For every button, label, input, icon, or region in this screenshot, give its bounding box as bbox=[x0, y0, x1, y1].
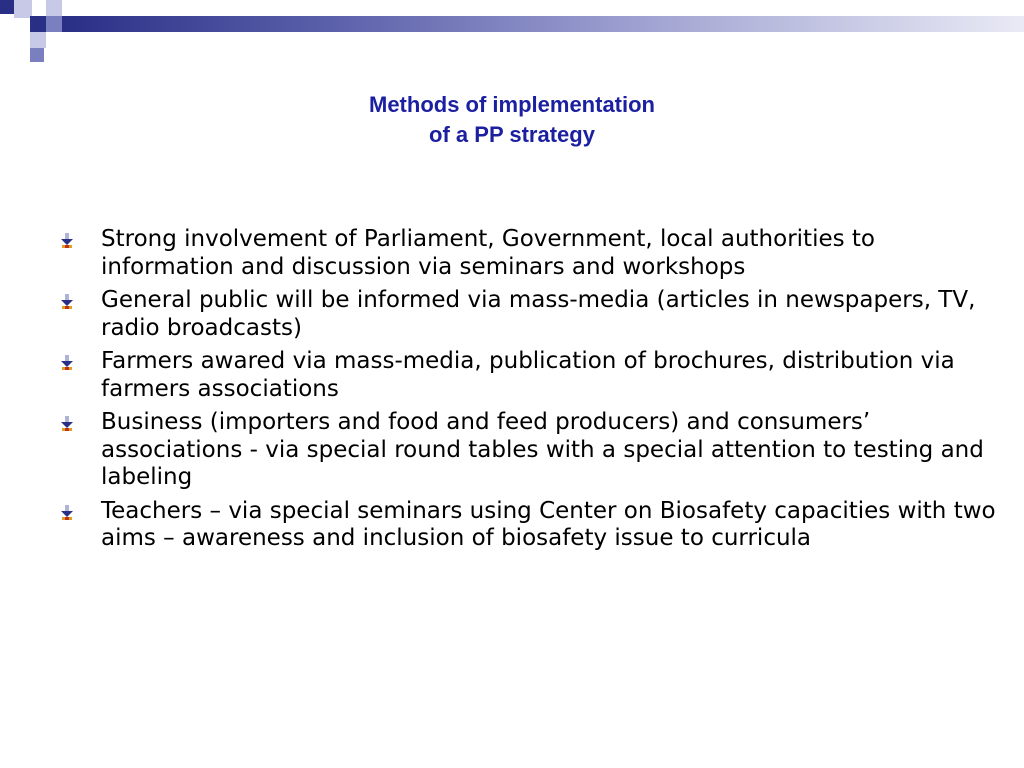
list-item bbox=[60, 498, 1000, 553]
bullet-list bbox=[60, 226, 1000, 559]
bullet-text: Teachers – via special seminars using Center on Biosafety capacities with two aims – awareness and inclusion of biosafety issue to curricula bbox=[101, 497, 996, 551]
header-square bbox=[46, 0, 62, 16]
bullet-text: Farmers awared via mass-media, publication of brochures, distribution via farmers associations bbox=[101, 348, 955, 402]
header-square bbox=[0, 18, 14, 32]
bullet-text: Strong involvement of Parliament, Government, local authorities to information and discussion via seminars and workshops bbox=[101, 226, 875, 280]
arrow-bullet-icon bbox=[60, 416, 74, 432]
header-square bbox=[30, 48, 44, 62]
header-square bbox=[30, 32, 46, 48]
list-item bbox=[60, 226, 1000, 281]
slide-title-line-1: Methods of implementation bbox=[369, 92, 655, 117]
list-item bbox=[60, 348, 1000, 403]
list-item bbox=[60, 409, 1000, 492]
bullet-text: Business (importers and food and feed producers) and consumers’ associations - via special round tables with a special attention to testing and labeling bbox=[101, 409, 984, 490]
slide-title bbox=[0, 90, 1024, 150]
header-square bbox=[46, 32, 60, 46]
bullet-text: General public will be informed via mass-media (articles in newspapers, TV, radio broadcasts) bbox=[101, 287, 976, 341]
header-square bbox=[14, 18, 30, 34]
header-square bbox=[46, 16, 62, 32]
header-square bbox=[0, 0, 14, 14]
header-gradient-bar bbox=[62, 16, 1024, 32]
arrow-bullet-icon bbox=[60, 294, 74, 310]
slide-title-line-2: of a PP strategy bbox=[429, 122, 595, 147]
list-item bbox=[60, 287, 1000, 342]
header-square bbox=[62, 0, 74, 8]
arrow-bullet-icon bbox=[60, 355, 74, 371]
arrow-bullet-icon bbox=[60, 233, 74, 249]
header-square bbox=[30, 16, 46, 32]
arrow-bullet-icon bbox=[60, 505, 74, 521]
